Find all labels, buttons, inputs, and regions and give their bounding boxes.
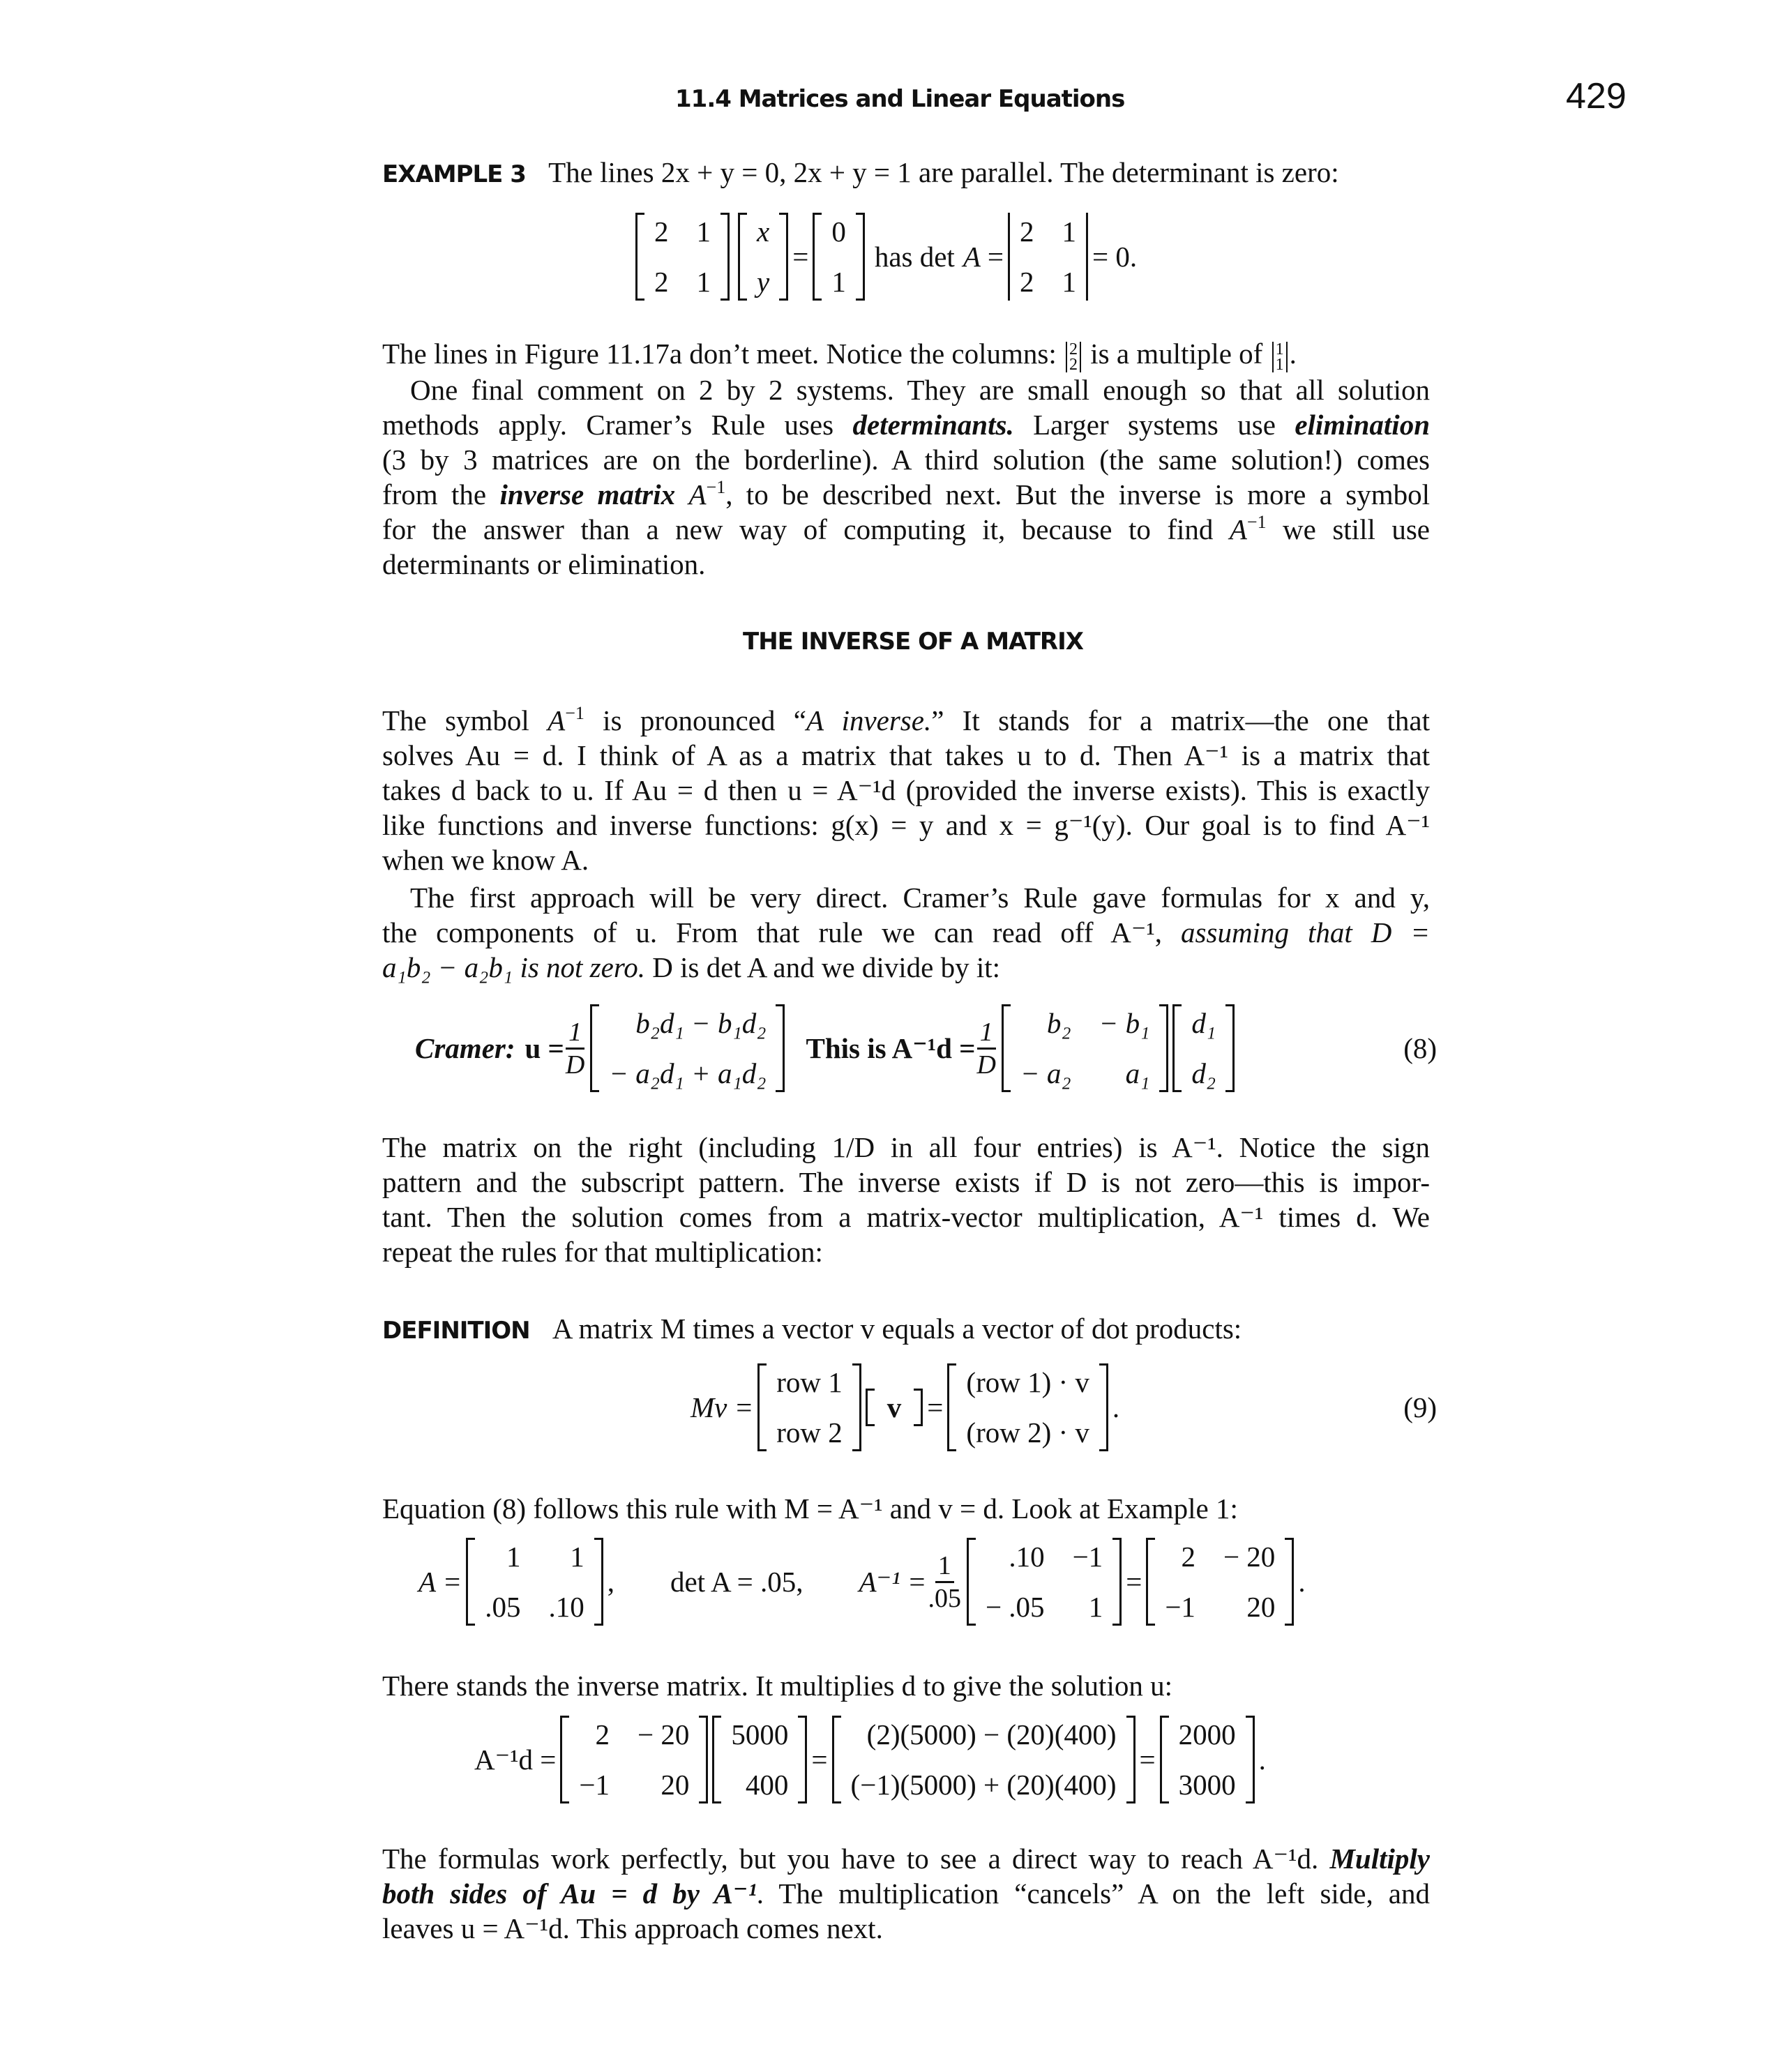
numerator: 1 [935,1550,954,1583]
text-line: from the inverse matrix $A^{-1}$, to be described next. But the inverse is more a symbol [382,476,1430,511]
comma: , [607,1566,614,1598]
running-header: 11.4 Matrices and Linear Equations [675,85,1125,113]
cell: −1 [1165,1591,1195,1623]
section-heading: THE INVERSE OF A MATRIX [743,628,1083,656]
text: the components of u. From that rule we can read off A⁻¹, [382,916,1182,948]
has-det-text: has det [874,241,955,273]
cramer-vector [590,1004,785,1092]
determinant [1008,213,1088,301]
text-line: (3 by 3 matrices are on the borderline). A third solution (the same solution!) comes [382,443,1430,476]
vector-rhs [813,213,865,301]
paragraph-7 [382,1841,1430,1946]
text-line [382,1841,1430,1876]
dot-products [947,1363,1108,1451]
cell: row 2 [776,1416,843,1449]
cell: −1 [579,1769,610,1801]
this-is-text: This is A⁻¹d = [806,1032,976,1064]
emphasis: both sides of Au = d by A⁻¹ [382,1877,757,1910]
period: . [1112,1391,1120,1423]
text: we still use [1266,513,1430,545]
column-vector [1272,342,1288,372]
adjugate-matrix [967,1538,1122,1626]
cell: − 20 [637,1718,690,1750]
numerator: 1 [977,1017,996,1050]
cell: 0 [831,215,846,248]
cell: a₁ [1125,1057,1150,1089]
d-vector [712,1716,807,1803]
cell: 1 [506,1541,521,1573]
numerator: 1 [566,1017,584,1050]
text-line: pattern and the subscript pattern. The inverse exists if D is not zero—this is impor- [382,1166,1430,1198]
text-line [382,336,1430,372]
cell: (row 1) · v [966,1366,1089,1398]
cell: 1 [696,215,711,248]
solution-equation [474,1716,1266,1803]
cell: − .05 [985,1591,1045,1623]
text: methods apply. Cramer’s Rule uses [382,408,853,441]
cell: 400 [745,1769,789,1801]
example-3-equation [631,213,1137,301]
text-line: One final comment on 2 by 2 systems. They are small enough so that all solution [410,373,1430,406]
cell: 2 [1020,266,1034,298]
emphasis: inverse matrix [499,478,676,511]
equals: = [792,241,809,273]
cell: y [757,266,770,298]
cell: .05 [485,1591,521,1623]
equals: = [811,1744,828,1776]
text-line: for the answer than a new way of computing it, because to find $A^{-1}$ we still use [382,511,1430,545]
definition-label: DEFINITION [382,1317,530,1345]
text: , to be described next. But the inverse is more a symbol [725,478,1430,511]
fraction [977,1017,996,1080]
cell: 2000 [1178,1718,1236,1750]
period: . [1258,1744,1266,1776]
lhs: A⁻¹d = [474,1744,557,1776]
matrix-A [635,213,730,301]
matrix-A [466,1538,603,1626]
cell: 1 [831,266,846,298]
text: . [1289,338,1297,370]
text-line: takes d back to u. If Au = d then u = A⁻¹d (provided the inverse exists). This is exactly [382,774,1430,806]
cramer-label: Cramer: [415,1032,515,1064]
equation-9 [691,1363,1437,1451]
text-line: tant. Then the solution comes from a matrix-vector multiplication, A⁻¹ times d. We [382,1201,1430,1233]
definition-text: A matrix M times a vector v equals a vector of dot products: [552,1313,1242,1345]
cell: row 1 [776,1366,843,1398]
text-line: solves Au = d. I think of A as a matrix that takes u to d. Then A⁻¹ is a matrix that [382,739,1430,771]
example-label: EXAMPLE 3 [382,160,526,188]
equation-8 [415,1004,1437,1092]
cell: d₁ [1191,1007,1216,1039]
page-number: 429 [1566,76,1627,116]
det-text: det A = .05, [670,1566,803,1598]
cell: 1 [696,266,711,298]
rows-matrix [757,1363,861,1451]
cell: − a₂d₁ + a₁d₂ [609,1057,767,1089]
inverse-matrix [1146,1538,1294,1626]
cell: 2 [1069,340,1078,358]
text-line: The first approach will be very direct. Cramer’s Rule gave formulas for x and y, [410,882,1430,914]
denominator: .05 [928,1583,961,1613]
cell: 1 [1275,355,1284,374]
text-line [382,407,1430,442]
result-vector [1160,1716,1255,1803]
emphasis: Multiply [1329,1843,1430,1875]
cell: 2 [1181,1541,1195,1573]
cell: 2 [1020,215,1034,248]
cell: 2 [595,1718,610,1750]
equation-number: (9) [1403,1391,1437,1423]
emphasis: assuming that D = [1181,916,1430,948]
expanded-vector [832,1716,1136,1803]
column-vector [1066,342,1081,372]
cell: − a₂ [1020,1057,1071,1089]
cell: 20 [1246,1591,1276,1623]
vector-xy [738,213,788,301]
d-vector [1172,1004,1235,1092]
equals: = [927,1391,944,1423]
text-line [382,950,1430,985]
inverse-matrix [1002,1004,1168,1092]
text: for the answer than a new way of computing it, because to find [382,513,1230,545]
paragraph-4 [382,1130,1430,1269]
cell: d₂ [1191,1057,1216,1089]
period: . [1298,1566,1306,1598]
example-1-equation [418,1538,1306,1626]
equation-number: (8) [1403,1032,1437,1064]
cell: 1 [1275,340,1284,358]
text: from the [382,478,500,511]
cell: (−1)(5000) + (20)(400) [850,1769,1117,1801]
symbol-A: A [963,241,981,273]
cell: − 20 [1223,1541,1276,1573]
text-line: The symbol $A^{-1}$ is pronounced “A inverse.” It stands for a matrix—the one that [382,703,1431,736]
inverse-matrix [560,1716,708,1803]
math: a₁b₂ − a₂b₁ [382,951,513,983]
equals: = [1126,1566,1142,1598]
paragraph-6: There stands the inverse matrix. It multiplies d to give the solution u: [382,1670,1172,1702]
equals: = [1139,1744,1156,1776]
example-3 [382,155,1339,192]
cell: 5000 [731,1718,789,1750]
text: Larger systems use [1013,408,1295,441]
cell: 1 [1062,215,1076,248]
emphasis: A inverse. [806,704,932,736]
text: is pronounced “ [584,704,806,736]
cell: 20 [661,1769,690,1801]
cell: (row 2) · v [966,1416,1089,1449]
text-line: repeat the rules for that multiplication: [382,1236,823,1268]
text-line: leaves u = A⁻¹d. This approach comes next. [382,1912,883,1944]
det-result: = 0. [1092,241,1138,273]
cell: x [757,215,770,248]
text: The symbol [382,704,548,736]
definition [382,1311,1242,1348]
text-line: The matrix on the right (including 1/D in all four entries) is A⁻¹. Notice the sign [382,1131,1430,1163]
cell: v [886,1391,902,1423]
cell: 3000 [1178,1769,1236,1801]
inverse-lhs: A⁻¹ = [859,1566,927,1598]
paragraph-5: Equation (8) follows this rule with M = A⁻¹ and v = d. Look at Example 1: [382,1492,1238,1525]
emphasis: is not zero. [513,951,646,983]
text-line: when we know A. [382,844,589,876]
text-line [382,915,1430,950]
v-vector [866,1389,923,1426]
cell: 2 [1069,355,1078,374]
cell: .10 [1009,1541,1045,1573]
text: ” It stands for a matrix—the one that [931,704,1431,736]
emphasis: elimination [1295,408,1430,441]
paragraph-1 [382,336,1430,582]
cell: 1 [1088,1591,1103,1623]
text-line: determinants or elimination. [382,547,706,580]
fraction [566,1017,584,1080]
paragraph-2 [382,703,1430,877]
text: The lines in Figure 11.17a don’t meet. Notice the columns: [382,338,1064,370]
cell: −1 [1072,1541,1103,1573]
cell: b₂ [1046,1007,1071,1039]
text: is a multiple of [1082,338,1270,370]
text: . The multiplication “cancels” A on the left side, and [756,1877,1431,1910]
cell: .10 [548,1591,584,1623]
cell: b₂d₁ − b₁d₂ [635,1007,767,1039]
text-line [382,1876,1430,1911]
paragraph-3 [382,880,1430,985]
cell: 1 [570,1541,584,1573]
emphasis: determinants. [852,408,1014,441]
lhs: Mv = [691,1391,754,1423]
lhs: A = [418,1566,462,1598]
cell: 1 [1062,266,1076,298]
cell: (2)(5000) − (20)(400) [866,1718,1117,1750]
text: D is det A and we divide by it: [645,951,1001,983]
fraction [928,1550,961,1614]
cell: 2 [654,215,669,248]
denominator: D [565,1050,585,1080]
cell: 2 [654,266,669,298]
text-line: like functions and inverse functions: g(x) = y and x = g⁻¹(y). Our goal is to find A⁻¹ [382,809,1430,841]
u-equals: u = [525,1032,564,1064]
equals: = [987,241,1004,273]
text: The formulas work perfectly, but you have to see a direct way to reach A⁻¹d. [382,1843,1330,1875]
denominator: D [976,1050,996,1080]
cell: − b₁ [1099,1007,1150,1039]
example-text: The lines 2x + y = 0, 2x + y = 1 are parallel. The determinant is zero: [548,156,1339,188]
